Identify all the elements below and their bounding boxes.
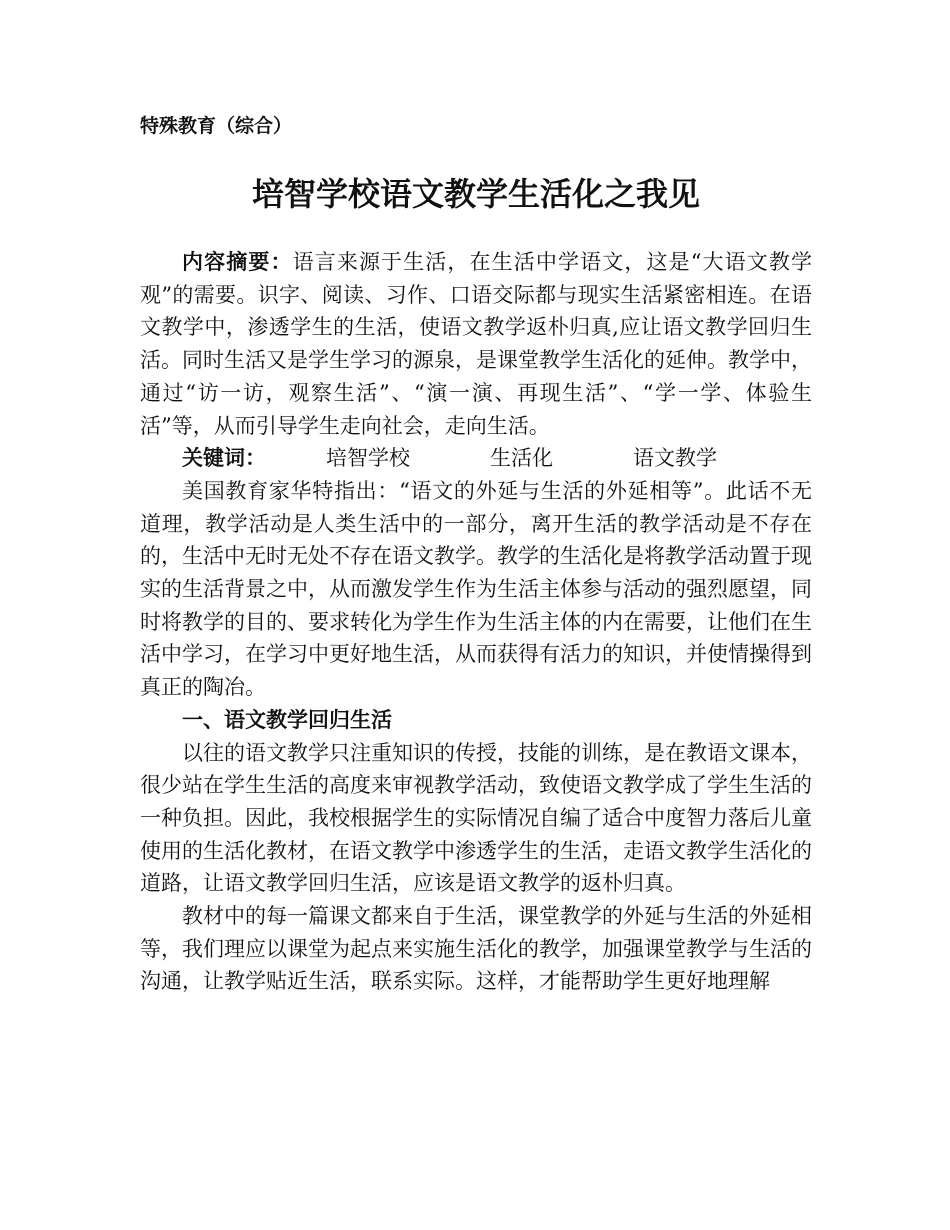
keyword: 生活化 bbox=[490, 446, 553, 471]
keywords-label: 关键词： bbox=[182, 445, 266, 471]
keyword: 培智学校 bbox=[326, 446, 410, 471]
document-category: 特殊教育（综合） bbox=[140, 115, 293, 137]
abstract-label: 内容摘要： bbox=[182, 249, 293, 274]
document-page bbox=[140, 110, 812, 998]
keywords-paragraph bbox=[140, 442, 812, 475]
intro-paragraph: 美国教育家华特指出：“语文的外延与生活的外延相等”。此话不无道理，教学活动是人类生活中的一部分，离开生活的教学活动是不存在的，生活中无时无处不存在语文教学。教学的生活化是将教学活动置于现实的生活背景之中，从而激发学生作为生活主体参与活动的强烈愿望，同时将教学的目的、要求转化为学生作为生活主体的内在需要，让他们在生活中学习，在学习中更好地生活，从而获得有活力的知识，并使情操得到真正的陶冶。 bbox=[140, 478, 812, 700]
body-paragraph: 以往的语文教学只注重知识的传授，技能的训练，是在教语文课本，很少站在学生生活的高度来审视教学活动，致使语文教学成了学生生活的一种负担。因此，我校根据学生的实际情况自编了适合中度智力落后儿童使用的生活化教材，在语文教学中渗透学生的生活，走语文教学生活化的道路，让语文教学回归生活，应该是语文教学的返朴归真。 bbox=[140, 740, 812, 896]
abstract-text: 语言来源于生活，在生活中学语文，这是“大语文教学观”的需要。识字、阅读、习作、口语交际都与现实生活紧密相连。在语文教学中，渗透学生的生活，使语文教学返朴归真,应让语文教学回归生活。同时生活又是学生学习的源泉，是课堂教学生活化的延伸。教学中，通过“访一访，观察生活”、“演一演、再现生活”、“学一学、体验生活”等，从而引导学生走向社会，走向生活。 bbox=[140, 250, 813, 438]
section-heading: 一、语文教学回归生活 bbox=[182, 706, 392, 732]
abstract-paragraph bbox=[140, 246, 812, 442]
document-title: 培智学校语文教学生活化之我见 bbox=[251, 175, 700, 213]
document-body bbox=[140, 246, 812, 998]
body-paragraph: 教材中的每一篇课文都来自于生活，课堂教学的外延与生活的外延相等，我们理应以课堂为起点来实施生活化的教学，加强课堂教学与生活的沟通，让教学贴近生活，联系实际。这样，才能帮助学生更好地理解 bbox=[140, 904, 812, 994]
keyword: 语文教学 bbox=[633, 446, 717, 471]
